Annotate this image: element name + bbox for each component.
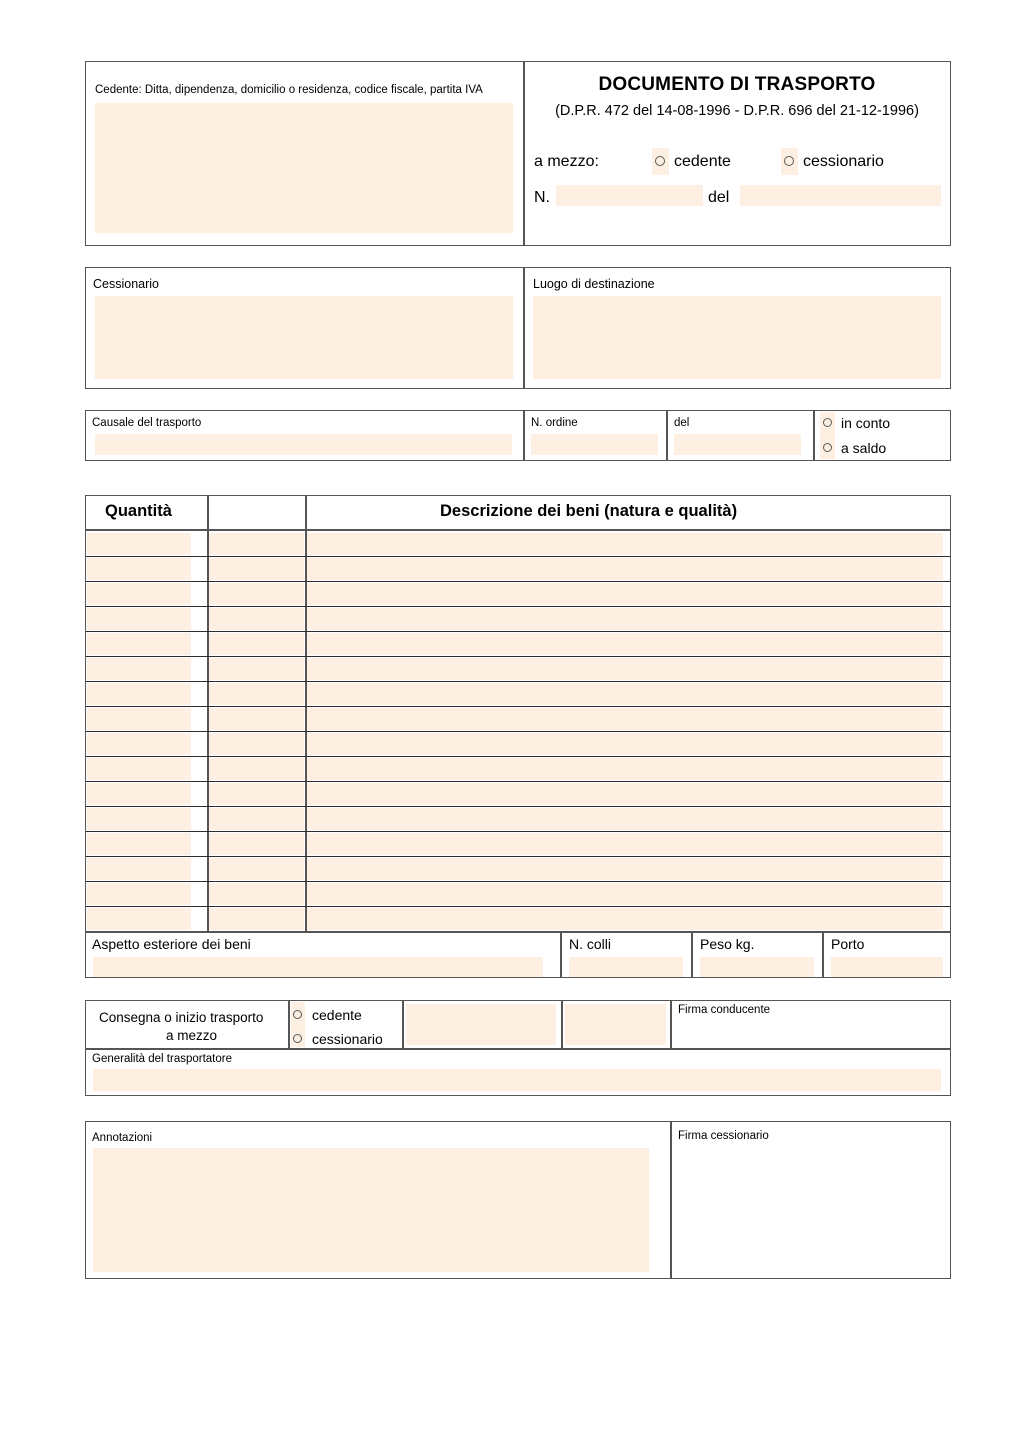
- causale-divider-1: [523, 410, 525, 461]
- goods-descrizione-input[interactable]: [307, 608, 943, 630]
- goods-quantita-input[interactable]: [87, 708, 191, 730]
- totals-divider-2: [691, 932, 693, 978]
- goods-quantita-input[interactable]: [87, 683, 191, 705]
- causale-divider-2: [666, 410, 668, 461]
- goods-row-separator: [86, 881, 950, 882]
- causale-del-label: del: [674, 417, 690, 429]
- consegna-extra-input[interactable]: [565, 1004, 666, 1045]
- goods-descrizione-input[interactable]: [307, 883, 943, 905]
- cessionario-label: Cessionario: [93, 277, 160, 291]
- generalita-trasportatore-input[interactable]: [93, 1069, 941, 1091]
- in-conto-label[interactable]: in conto: [841, 415, 891, 431]
- document-title: DOCUMENTO DI TRASPORTO: [598, 74, 876, 95]
- aspetto-input[interactable]: [93, 957, 543, 977]
- goods-descrizione-input[interactable]: [307, 558, 943, 580]
- goods-quantita-um-input[interactable]: [209, 783, 304, 805]
- goods-quantita-input[interactable]: [87, 658, 191, 680]
- goods-row-separator: [86, 606, 950, 607]
- luogo-destinazione-input[interactable]: [533, 296, 941, 379]
- goods-row-separator: [86, 556, 950, 557]
- cessionario-input[interactable]: [95, 296, 513, 379]
- consegna-data-input[interactable]: [406, 1004, 556, 1045]
- goods-row-separator: [86, 806, 950, 807]
- numero-label: N.: [534, 189, 550, 206]
- goods-row-separator: [86, 581, 950, 582]
- document-subtitle: (D.P.R. 472 del 14-08-1996 - D.P.R. 696 del 21-12-1996): [555, 103, 919, 119]
- n-ordine-label: N. ordine: [531, 417, 578, 429]
- cedente-input[interactable]: [95, 103, 513, 233]
- goods-quantita-um-input[interactable]: [209, 633, 304, 655]
- goods-quantita-um-input[interactable]: [209, 533, 304, 555]
- goods-quantita-input[interactable]: [87, 808, 191, 830]
- numero-input[interactable]: [556, 185, 703, 206]
- a-saldo-label[interactable]: a saldo: [841, 440, 887, 456]
- goods-col-header-descrizione: Descrizione dei beni (natura e qualità): [440, 502, 738, 520]
- colli-input[interactable]: [569, 957, 683, 977]
- consegna-cessionario-radio-icon[interactable]: [293, 1034, 302, 1043]
- goods-descrizione-input[interactable]: [307, 858, 943, 880]
- goods-quantita-um-input[interactable]: [209, 658, 304, 680]
- generalita-trasportatore-label: Generalità del trasportatore: [92, 1053, 232, 1065]
- firma-conducente-label: Firma conducente: [678, 1004, 771, 1016]
- goods-quantita-input[interactable]: [87, 858, 191, 880]
- consegna-label-line2: a mezzo: [166, 1028, 218, 1043]
- goods-quantita-um-input[interactable]: [209, 608, 304, 630]
- goods-quantita-input[interactable]: [87, 583, 191, 605]
- goods-quantita-input[interactable]: [87, 533, 191, 555]
- numero-del-label: del: [708, 189, 730, 206]
- goods-quantita-input[interactable]: [87, 608, 191, 630]
- goods-quantita-um-input[interactable]: [209, 808, 304, 830]
- goods-descrizione-input[interactable]: [307, 908, 943, 930]
- totals-divider-1: [560, 932, 562, 978]
- goods-quantita-um-input[interactable]: [209, 558, 304, 580]
- goods-row-separator: [86, 681, 950, 682]
- consegna-label-line1: Consegna o inizio trasporto: [99, 1010, 264, 1025]
- peso-label: Peso kg.: [700, 936, 755, 952]
- goods-quantita-um-input[interactable]: [209, 583, 304, 605]
- consegna-divider-2: [402, 1000, 404, 1049]
- goods-descrizione-input[interactable]: [307, 783, 943, 805]
- cedente-label: Cedente: Ditta, dipendenza, domicilio o residenza, codice fiscale, partita IVA: [95, 84, 483, 96]
- totals-divider-3: [822, 932, 824, 978]
- causale-input[interactable]: [95, 434, 512, 455]
- goods-quantita-input[interactable]: [87, 783, 191, 805]
- consegna-divider-3: [561, 1000, 563, 1049]
- goods-row-separator: [86, 731, 950, 732]
- n-ordine-input[interactable]: [531, 434, 658, 455]
- goods-row-separator: [86, 856, 950, 857]
- goods-descrizione-input[interactable]: [307, 658, 943, 680]
- colli-label: N. colli: [569, 936, 612, 952]
- causale-divider-3: [813, 410, 815, 461]
- goods-table-header-rule: [85, 529, 951, 531]
- a-mezzo-cessionario-radio-icon[interactable]: [784, 156, 794, 166]
- a-mezzo-cedente-radio-icon[interactable]: [655, 156, 665, 166]
- in-conto-radio-icon[interactable]: [823, 418, 832, 427]
- goods-descrizione-input[interactable]: [307, 533, 943, 555]
- goods-col-header-quantita: Quantità: [105, 502, 172, 520]
- luogo-destinazione-label: Luogo di destinazione: [533, 277, 655, 291]
- goods-quantita-input[interactable]: [87, 883, 191, 905]
- goods-descrizione-input[interactable]: [307, 833, 943, 855]
- consegna-divider-4: [670, 1000, 672, 1049]
- consegna-cessionario-label[interactable]: cessionario: [312, 1031, 383, 1047]
- goods-quantita-um-input[interactable]: [209, 833, 304, 855]
- goods-quantita-um-input[interactable]: [209, 883, 304, 905]
- goods-row-separator: [86, 631, 950, 632]
- goods-quantita-um-input[interactable]: [209, 708, 304, 730]
- goods-row-separator: [86, 906, 950, 907]
- parties-block-divider: [523, 267, 525, 389]
- goods-row-separator: [86, 706, 950, 707]
- annotazioni-input[interactable]: [93, 1148, 649, 1272]
- consegna-divider-1: [288, 1000, 290, 1049]
- goods-quantita-input[interactable]: [87, 833, 191, 855]
- goods-quantita-um-input[interactable]: [209, 908, 304, 930]
- goods-quantita-um-input[interactable]: [209, 758, 304, 780]
- aspetto-label: Aspetto esteriore dei beni: [92, 936, 251, 952]
- consegna-cedente-radio-icon[interactable]: [293, 1010, 302, 1019]
- goods-descrizione-input[interactable]: [307, 683, 943, 705]
- goods-descrizione-input[interactable]: [307, 633, 943, 655]
- numero-del-input[interactable]: [740, 185, 941, 206]
- goods-descrizione-input[interactable]: [307, 733, 943, 755]
- consegna-cedente-label[interactable]: cedente: [312, 1007, 362, 1023]
- a-mezzo-cedente-label[interactable]: cedente: [674, 153, 731, 170]
- goods-quantita-um-input[interactable]: [209, 858, 304, 880]
- goods-row-separator: [86, 781, 950, 782]
- goods-descrizione-input[interactable]: [307, 708, 943, 730]
- goods-quantita-um-input[interactable]: [209, 683, 304, 705]
- goods-quantita-input[interactable]: [87, 733, 191, 755]
- peso-input[interactable]: [700, 957, 814, 977]
- goods-quantita-input[interactable]: [87, 758, 191, 780]
- goods-descrizione-input[interactable]: [307, 808, 943, 830]
- a-saldo-radio-icon[interactable]: [823, 443, 832, 452]
- a-mezzo-label: a mezzo:: [534, 153, 599, 170]
- goods-descrizione-input[interactable]: [307, 758, 943, 780]
- annotazioni-label: Annotazioni: [92, 1132, 153, 1144]
- causale-label: Causale del trasporto: [92, 417, 202, 429]
- goods-quantita-input[interactable]: [87, 558, 191, 580]
- footer-divider: [670, 1121, 672, 1279]
- goods-quantita-um-input[interactable]: [209, 733, 304, 755]
- firma-cessionario-label: Firma cessionario: [678, 1130, 769, 1142]
- goods-row-separator: [86, 831, 950, 832]
- a-mezzo-cessionario-label[interactable]: cessionario: [803, 153, 884, 170]
- goods-row-separator: [86, 756, 950, 757]
- consegna-row-rule: [85, 1048, 951, 1050]
- goods-row-separator: [86, 656, 950, 657]
- causale-del-input[interactable]: [674, 434, 801, 455]
- porto-label: Porto: [831, 936, 865, 952]
- porto-input[interactable]: [831, 957, 943, 977]
- goods-descrizione-input[interactable]: [307, 583, 943, 605]
- goods-quantita-input[interactable]: [87, 633, 191, 655]
- goods-quantita-input[interactable]: [87, 908, 191, 930]
